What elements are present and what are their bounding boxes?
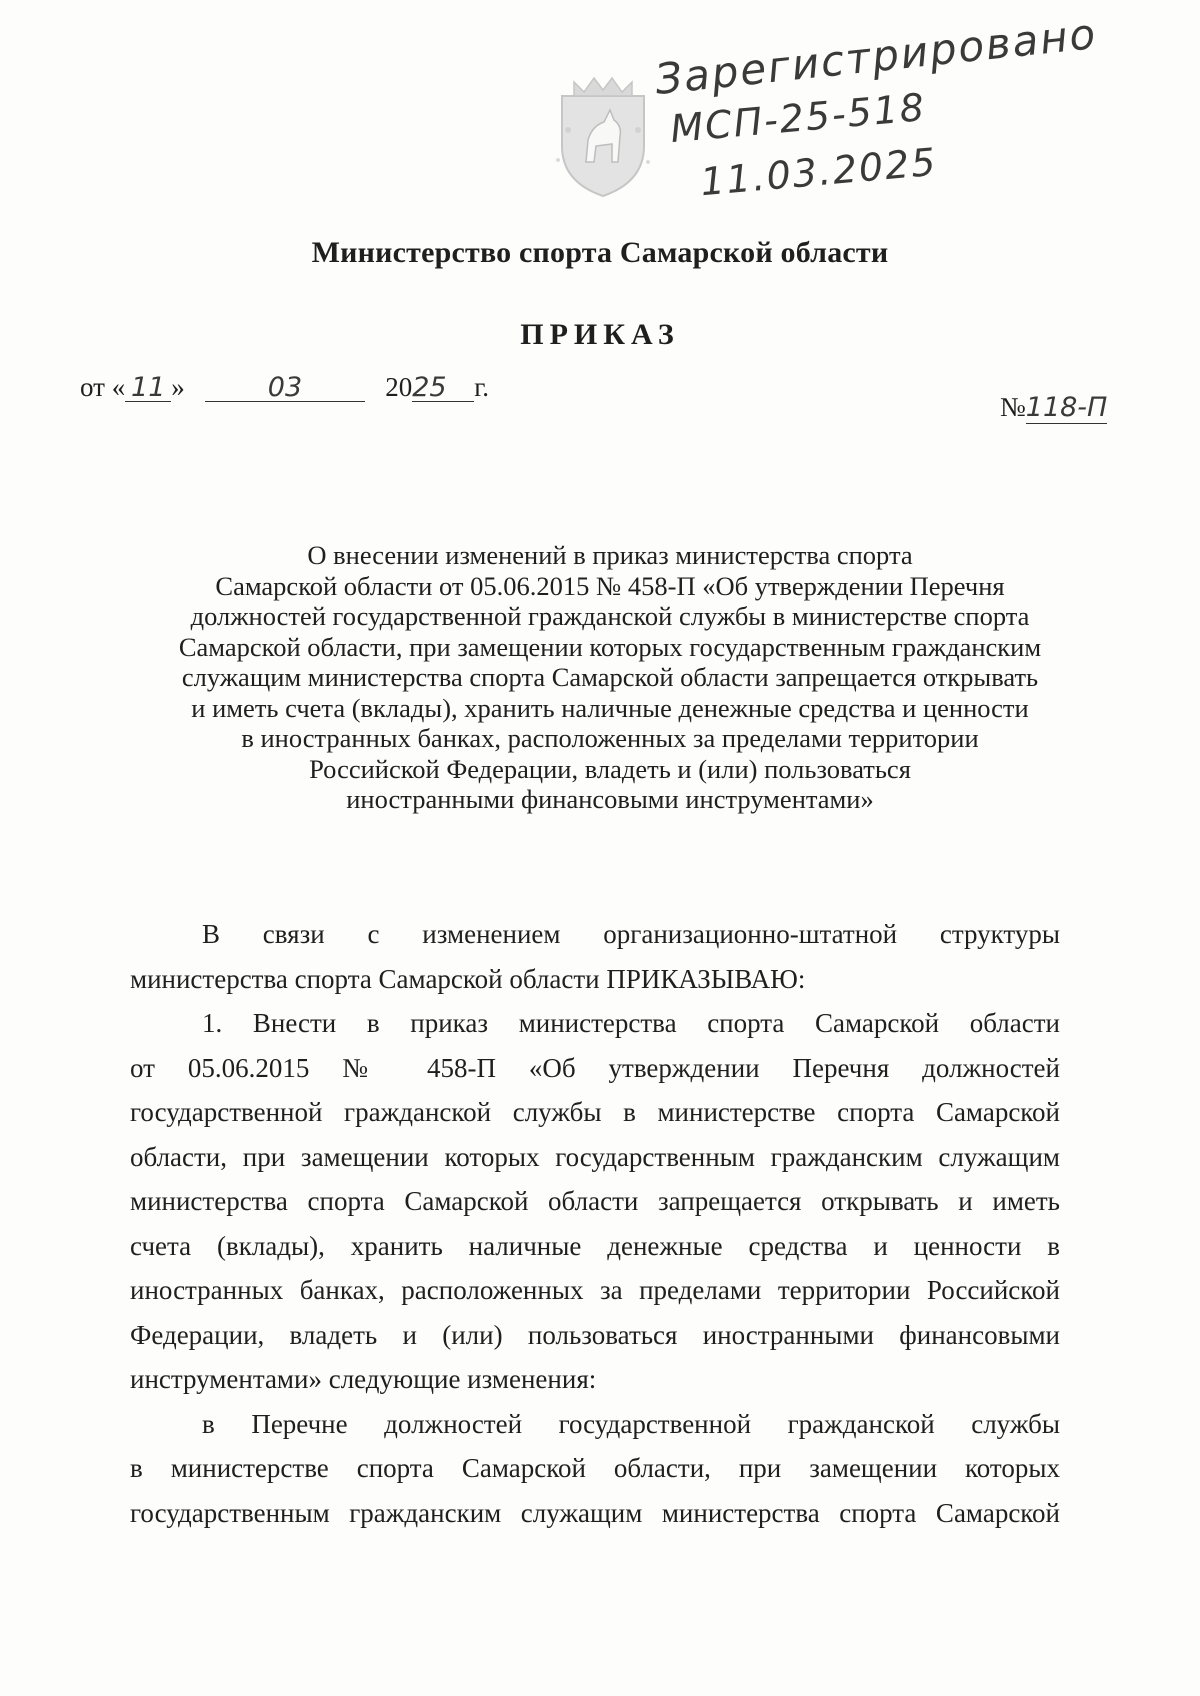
title-line: Самарской области от 05.06.2015 № 458-П «Об утверждении Перечня [215,570,1005,601]
title-line: Российской Федерации, владеть и (или) пользоваться [309,753,911,784]
number-value: 118-П [1025,392,1108,423]
document-body [130,912,1060,1535]
document-number [1000,392,1107,423]
document-title [130,540,1090,815]
body-line: государственным гражданским служащим министерства спорта Самарской [130,1497,1060,1528]
body-line: государственной гражданской службы в министерстве спорта Самарской [130,1097,1060,1127]
title-line: в иностранных банках, расположенных за пределами территории [241,723,979,753]
body-line: министерства спорта Самарской области ПРИКАЗЫВАЮ: [130,963,806,994]
number-prefix: № [1000,392,1026,422]
body-line: инструментами» следующие изменения: [130,1364,597,1394]
date-day: 11 [125,374,171,402]
document-type-heading: ПРИКАЗ [520,318,680,351]
body-line: 1. Внести в приказ министерства спорта Самарской области [202,1008,1060,1038]
date-prefix: от [80,372,105,402]
body-line: иностранных банках, расположенных за пределами территории Российской [130,1275,1060,1305]
title-line: служащим министерства спорта Самарской области запрещается открывать [181,662,1039,692]
registration-note-line: Зарегистрировано [652,8,1100,105]
body-line: счета (вклады), хранить наличные денежные средства и ценности в [130,1230,1060,1261]
title-line: О внесении изменений в приказ министерства спорта [307,540,913,570]
date-year-suffix: 25 [412,374,474,402]
date-year-unit: г. [474,372,489,402]
date-year-prefix: 20 [385,372,413,402]
body-line: от 05.06.2015 № 458-П «Об утверждении Перечня должностей [130,1052,1060,1083]
body-line: в министерстве спорта Самарской области, при замещении которых [130,1453,1060,1483]
registration-note-line: 11.03.2025 [698,139,940,205]
title-line: должностей государственной гражданской службы в министерстве спорта [190,601,1030,631]
date-close-quote: » [171,372,185,402]
date-month: 03 [205,374,365,402]
body-line: в Перечне должностей государственной гражданской службы [202,1408,1060,1439]
body-line: В связи с изменением организационно-штатной структуры [202,919,1060,949]
body-line: Федерации, владеть и (или) пользоваться иностранными финансовыми [130,1319,1060,1350]
body-line: министерства спорта Самарской области запрещается открывать и иметь [130,1186,1060,1216]
date-line [80,372,489,403]
title-line: иностранными финансовыми инструментами» [346,784,874,814]
registration-note-line: МСП-25-518 [668,84,928,152]
ministry-name: Министерство спорта Самарской области [311,236,889,269]
title-line: Самарской области, при замещении которых государственным гражданским [178,631,1042,662]
date-open-quote: « [111,372,126,402]
title-line: и иметь счета (вклады), хранить наличные денежные средства и ценности [191,692,1029,723]
registration-note [630,8,1100,205]
body-line: области, при замещении которых государственным гражданским служащим [130,1141,1060,1172]
